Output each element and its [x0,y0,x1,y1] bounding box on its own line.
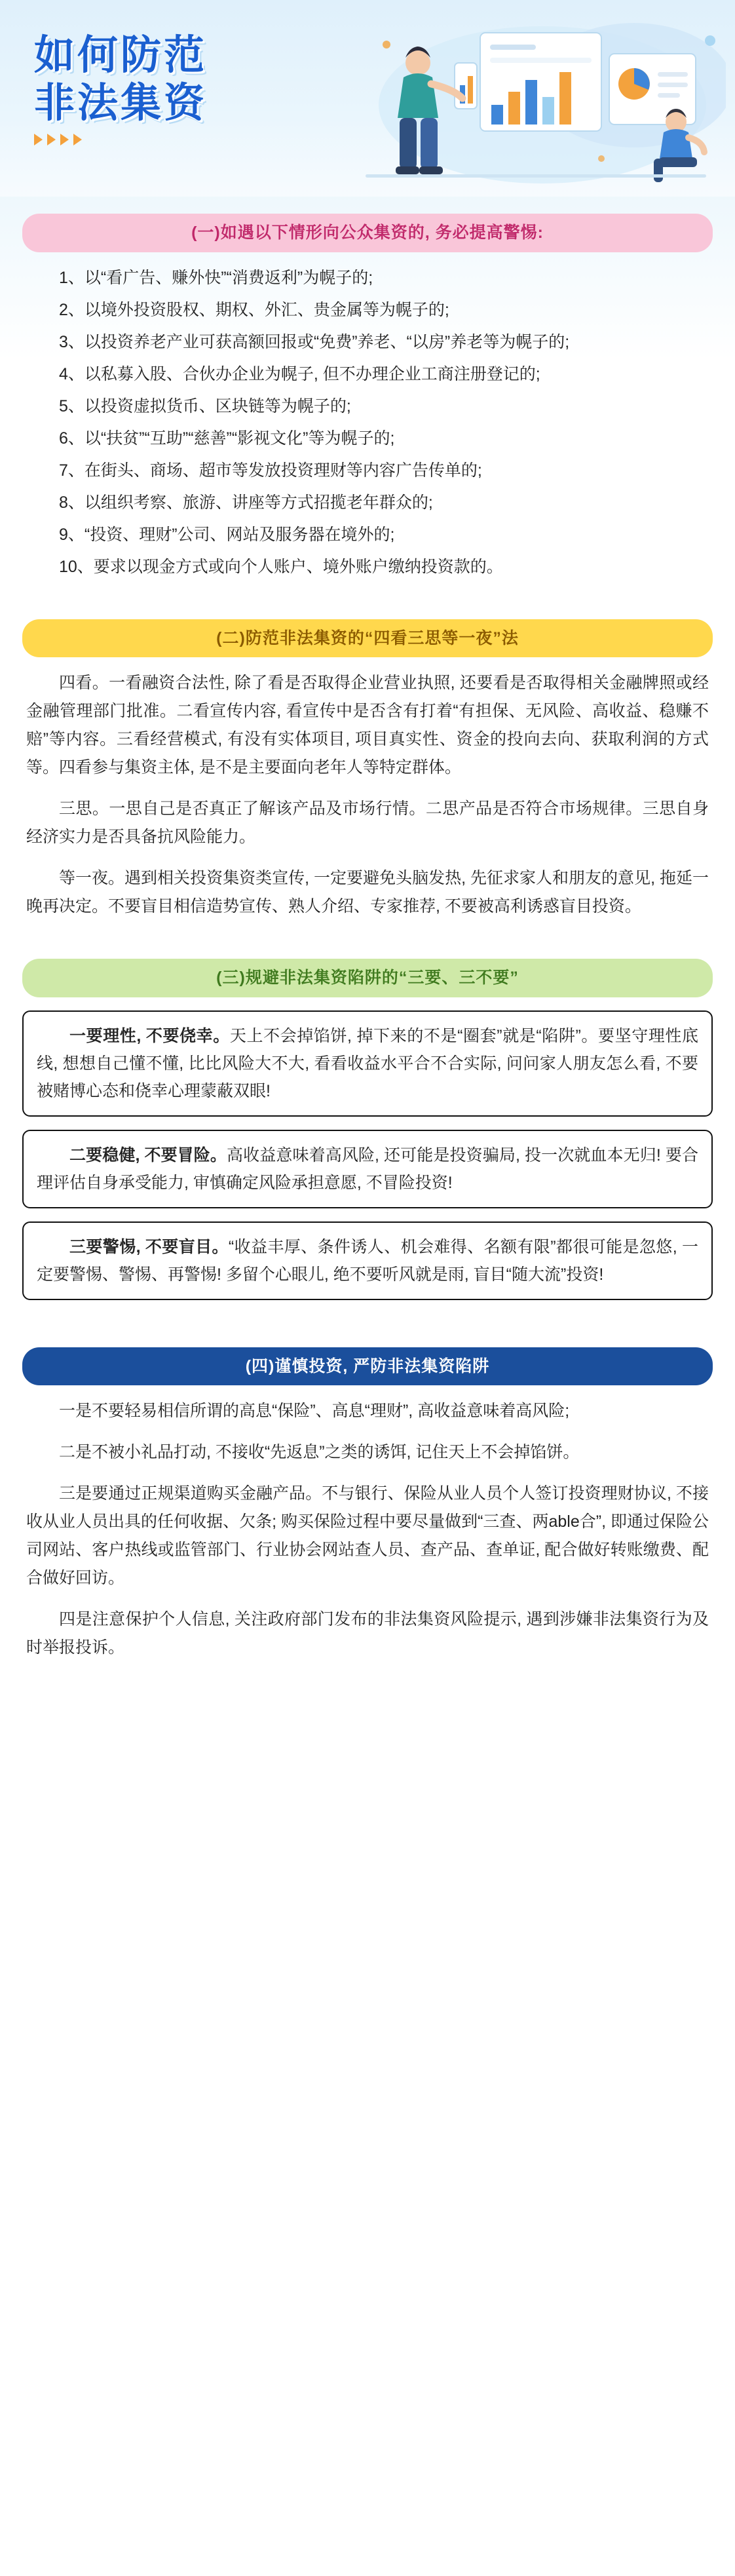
page-title [34,31,207,145]
title-line-2: 非法集资 [34,81,208,126]
list-item: 10、要求以现金方式或向个人账户、境外账户缴纳投资款的。 [59,557,503,576]
list-item: 4、以私募入股、合伙办企业为幌子, 但不办理企业工商注册登记的; [59,364,540,383]
list-item: 1、以“看广告、赚外快”“消费返利”为幌子的; [59,268,373,287]
list-item: 7、在街头、商场、超市等发放投资理财等内容广告传单的; [59,461,482,480]
section-2-title: (二)防范非法集资的“四看三思等一夜”法 [22,619,713,658]
section-1-title: (一)如遇以下情形向公众集资的, 务必提高警惕: [22,214,713,252]
paragraph: 一是不要轻易相信所谓的高息“保险”、高息“理财”, 高收益意味着高风险; [59,1402,570,1420]
list-item: 9、“投资、理财”公司、网站及服务器在境外的; [59,525,395,544]
paragraph: 四看。一看融资合法性, 除了看是否取得企业营业执照, 还要看是否取得相关金融牌照或经金融管理部门批准。二看宣传内容, 看宣传中是否含有打着“有担保、无风险、高收益、稳赚不赔”等内容。三看经营模式, 有没有实体项目, 项目真实性、资金的投向去向、获取利润的方式等。四看参与集资主体, 是不是主要面向老年人等特定群体。 [26,674,709,777]
tip-text [37,1022,698,1105]
title-arrows [34,134,207,145]
arrow-icon [34,134,43,145]
section-3-title: (三)规避非法集资陷阱的“三要、三不要” [22,959,713,997]
list-item: 5、以投资虚拟货币、区块链等为幌子的; [59,396,351,415]
section-2-body [26,669,709,921]
section-4-body [26,1397,709,1662]
paragraph: 四是注意保护个人信息, 关注政府部门发布的非法集资风险提示, 遇到涉嫌非法集资行为及时举报投诉。 [26,1610,709,1657]
tip-text [37,1233,698,1288]
list-item: 3、以投资养老产业可获高额回报或“免费”养老、“以房”养老等为幌子的; [59,332,570,351]
tip-box [22,1130,713,1208]
header-illustration [326,7,726,197]
tip-body: 天上不会掉馅饼, 掉下来的不是“圈套”就是“陷阱”。要坚守理性底线, 想想自己懂不懂, 比比风险大不大, 看看收益水平合不合实际, 问问家人朋友怎么看, 不要被赌博心态和侥幸心理蒙蔽双眼! [37,1026,698,1100]
paragraph: 等一夜。遇到相关投资集资类宣传, 一定要避免头脑发热, 先征求家人和朋友的意见, 拖延一晚再决定。不要盲目相信造势宣传、熟人介绍、专家推荐, 不要被高利诱惑盲目投资。 [26,869,709,915]
arrow-icon [73,134,82,145]
arrow-icon [60,134,69,145]
paragraph: 三是要通过正规渠道购买金融产品。不与银行、保险从业人员个人签订投资理财协议, 不接收从业人员出具的任何收据、欠条; 购买保险过程中要尽量做到“三查、两able合”, 即通过保险公司网站、客户热线或监管部门、行业协会网站查人员、查产品、查单证, 配合做好转账缴费、配合做好回访。 [26,1484,709,1587]
list-item: 2、以境外投资股权、期权、外汇、贵金属等为幌子的; [59,300,449,319]
tip-box [22,1221,713,1300]
section-4-title: (四)谨慎投资, 严防非法集资陷阱 [22,1347,713,1386]
tip-body: “收益丰厚、条件诱人、机会难得、名额有限”都很可能是忽悠, 一定要警惕、警惕、再警惕! 多留个心眼儿, 绝不要听风就是雨, 盲目“随大流”投资! [37,1237,698,1284]
tip-text [37,1142,698,1197]
arrow-icon [47,134,56,145]
tip-box [22,1010,713,1117]
tip-body: 高收益意味着高风险, 还可能是投资骗局, 投一次就血本无归! 要合理评估自身承受能力, 审慎确定风险承担意愿, 不冒险投资! [37,1145,698,1192]
list-item: 8、以组织考察、旅游、讲座等方式招揽老年群众的; [59,493,433,512]
poster-header [0,0,735,197]
tip-lead: 二要稳健, 不要冒险。 [69,1145,227,1164]
paragraph: 三思。一思自己是否真正了解该产品及市场行情。二思产品是否符合市场规律。三思自身经济实力是否具备抗风险能力。 [26,799,709,846]
list-item: 6、以“扶贫”“互助”“慈善”“影视文化”等为幌子的; [59,429,395,448]
title-line-1: 如何防范 [34,33,208,78]
paragraph: 二是不被小礼品打动, 不接收“先返息”之类的诱饵, 记住天上不会掉馅饼。 [59,1443,580,1461]
tip-lead: 一要理性, 不要侥幸。 [69,1026,230,1045]
tip-lead: 三要警惕, 不要盲目。 [69,1237,229,1256]
section-1-body [26,264,709,581]
